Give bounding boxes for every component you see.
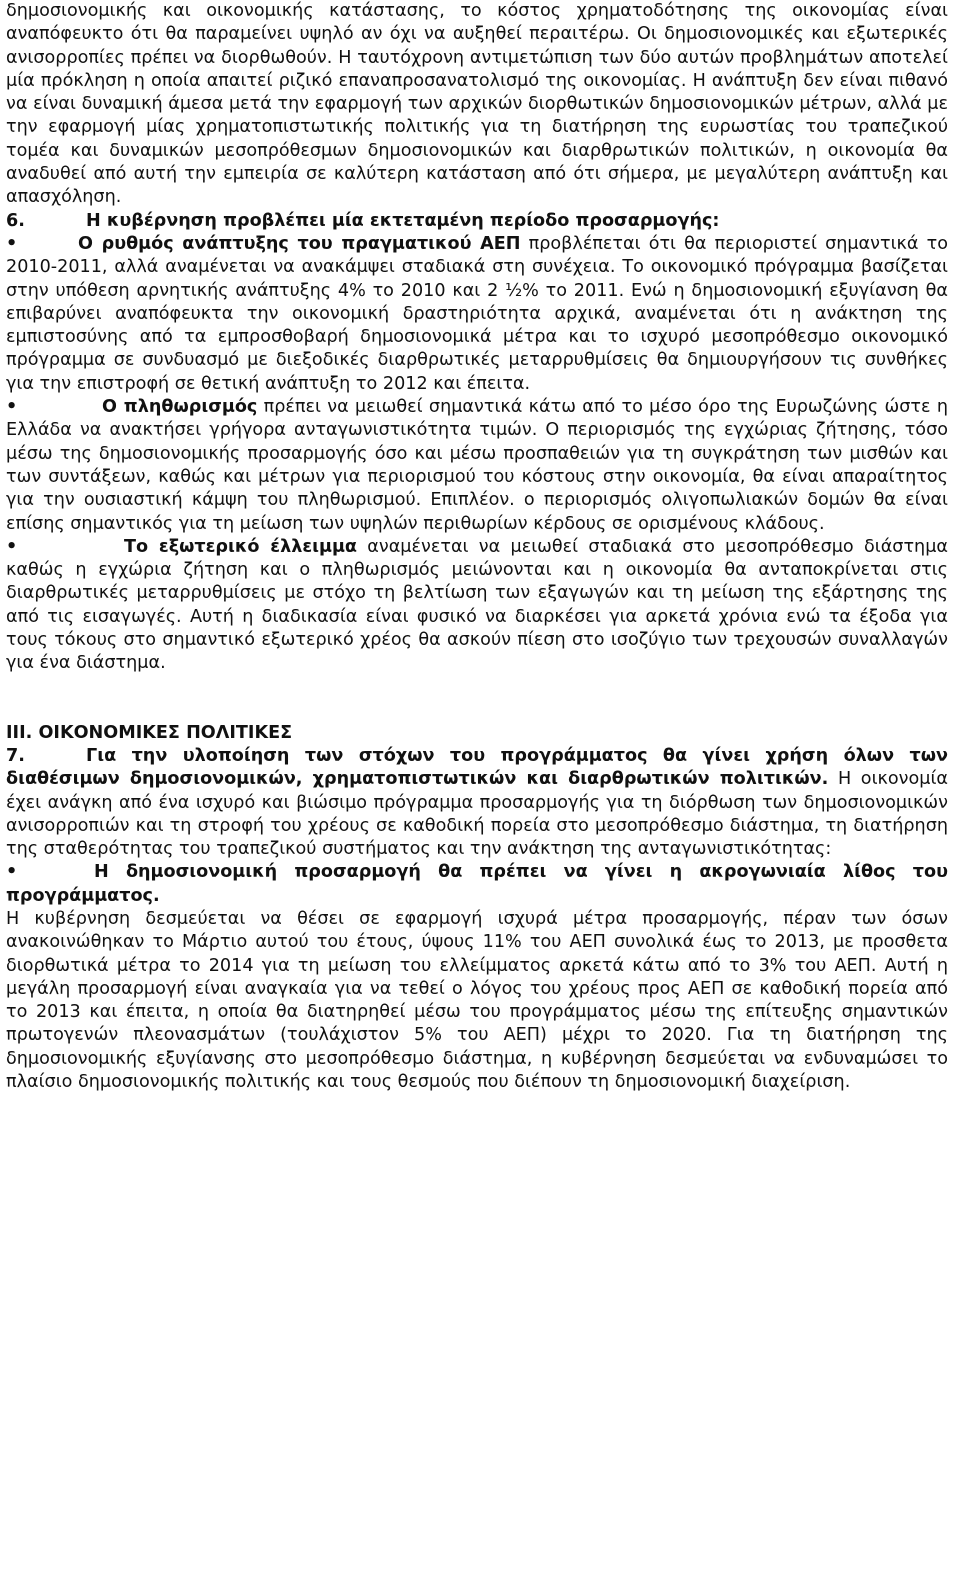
item-6-title: Η κυβέρνηση προβλέπει μία εκτεταμένη περίοδο προσαρμογής: — [86, 210, 720, 231]
item-7-title: Για την υλοποίηση των στόχων του προγράμματος θα γίνει χρήση όλων των διαθέσιμων δημοσιονομικών, χρηματοπιστωτικών και διαρθρωτικών πολιτικών. — [6, 745, 948, 790]
bullet-icon: • — [6, 397, 18, 418]
section-spacer — [6, 676, 948, 722]
bullet-icon: • — [6, 862, 18, 883]
bullet-gdp-text: προβλέπεται ότι θα περιοριστεί σημαντικά το 2010-2011, αλλά αναμένεται να ανακάμψει σταδιακά στη συνέχεια. Το οικονομικό πρόγραμμα βασίζεται στην υπόθεση αρνητικής ανάπτυξης 4% το 2010 και 2 ½% το 2011. Ενώ η δημοσιονομική εξυγίανση θα επιβαρύνει αναπόφευκτα την οικονομική δραστηριότητα αρχικά, αναμένεται ότι η ανάκτηση της εμπιστοσύνης από τα εμπροσθοβαρή δημοσιονομικά μέτρα και το ισχυρό μεσοπρόθεσμο οικονομικό πρόγραμμα σε συνδυασμό με διεξοδικές διαρθρωτικές μεταρρυθμίσεις θα δημιουργήσουν τις συνθήκες για την επιστροφή σε θετική ανάπτυξη το 2012 και έπειτα. — [6, 233, 948, 394]
bullet-deficit — [6, 536, 948, 676]
item-6-heading — [6, 210, 948, 233]
bullet-icon: • — [6, 536, 18, 557]
final-paragraph: Η κυβέρνηση δεσμεύεται να θέσει σε εφαρμογή ισχυρά μέτρα προσαρμογής, πέραν των όσων ανακοινώθηκαν το Μάρτιο αυτού του έτους, ύψους 11% του ΑΕΠ συνολικά έως το 2013, με προσθετα διορθωτικά μέτρα το 2014 για τη μείωση του ελλείμματος αρκετά κάτω από το 3% του ΑΕΠ. Αυτή η μεγάλη προσαρμογή είναι αναγκαία για να τεθεί ο λόγος του χρέους προς ΑΕΠ σε καθοδική πορεία από το 2013 και έπειτα, η οποία θα διατηρηθεί μέσω του προγράμματος μέσω της επίτευξης σημαντικών πρωτογενών πλεονασμάτων (τουλάχιστον 5% του ΑΕΠ) μέχρι το 2020. Για τη διατήρηση της δημοσιονομικής εξυγίανσης στο μεσοπρόθεσμο διάστημα, η κυβέρνηση δεσμεύεται να ενδυναμώσει το πλαίσιο δημοσιονομικής πολιτικής και τους θεσμούς που διέπουν τη δημοσιονομική διαχείριση. — [6, 908, 948, 1093]
item-7-text: Η οικονομία έχει ανάγκη από ένα ισχυρό και βιώσιμο πρόγραμμα προσαρμογής για τη διόρθωση των δημοσιονομικών ανισορροπιών και τη στροφή του χρέους σε καθοδική πορεία στο μεσοπρόθεσμο διάστημα, τη διατήρηση της σταθερότητας του τραπεζικού συστήματος και την ανάκτηση της ανταγωνιστικότητας: — [6, 769, 948, 860]
intro-paragraph: δημοσιονομικής και οικονομικής κατάστασης, το κόστος χρηματοδότησης της οικονομίας είναι αναπόφευκτο ότι θα παραμείνει υψηλό αν όχι να αυξηθεί περαιτέρω. Οι δημοσιονομικές και εξωτερικές ανισορροπίες πρέπει να διορθωθούν. Η ταυτόχρονη αντιμετώπιση των δύο αυτών προβλημάτων αποτελεί μία πρόκληση η οποία απαιτεί ριζικό επαναπροσανατολισμό της οικονομίας. Η ανάπτυξη δεν είναι πιθανό να είναι δυναμική άμεσα μετά την εφαρμογή των αρχικών διορθωτικών δημοσιονομικών μέτρων, αλλά με την εφαρμογή μίας χρηματοπιστωτικής πολιτικής για τη διατήρηση της ευρωστίας του τραπεζικού τομέα και δυναμικών μεσοπρόθεσμων δημοσιονομικών και διαρθρωτικών πολιτικών, η οικονομία θα αναδυθεί από αυτή την εμπειρία σε καλύτερη κατάσταση από ότι σήμερα, με μεγαλύτερη ανάπτυξη και απασχόληση. — [6, 1, 948, 208]
bullet-inflation-title: Ο πληθωρισμός — [102, 397, 258, 418]
bullet-inflation — [6, 396, 948, 536]
bullet-fiscal-title: Η δημοσιονομική προσαρμογή θα πρέπει να γίνει η ακρογωνιαία λίθος του προγράμματος. — [6, 862, 948, 906]
bullet-deficit-text: αναμένεται να μειωθεί σταδιακά στο μεσοπρόθεσμο διάστημα καθώς η εγχώρια ζήτηση και ο πληθωρισμός μειώνονται και η οικονομία θα ανταποκρίνεται στις διαρθρωτικές μεταρρυθμίσεις με στόχο τη βελτίωση των εξαγωγών και τη μείωση της εξάρτησης της από τις εισαγωγές. Αυτή η διαδικασία είναι φυσικό να διαρκέσει για αρκετά χρόνια ενώ τα έξοδα για τους τόκους στο σημαντικό εξωτερικό χρέος θα ασκούν πίεση στο ισοζύγιο των τρεχουσών συναλλαγών για ένα διάστημα. — [6, 536, 948, 674]
document-page — [6, 0, 948, 1094]
bullet-icon: • — [6, 233, 18, 254]
bullet-inflation-text: πρέπει να μειωθεί σημαντικά κάτω από το μέσο όρο της Ευρωζώνης ώστε η Ελλάδα να ανακτήσει γρήγορα ανταγωνιστικότητα τιμών. Ο περιορισμός της εγχώριας ζήτησης, τόσο μέσω της δημοσιονομικής προσαρμογής όσο και μέσω προσπαθειών για τη συγκράτηση των μισθών και των συντάξεων, καθώς και μέτρων για περιορισμού του κόστους στην οικονομία, θα είναι απαραίτητος για την ουσιαστική κάμψη του πληθωρισμού. Επιπλέον. ο περιορισμός ολιγοπωλιακών δομών θα είναι επίσης σημαντικός για τη μείωση των υψηλών περιθωρίων κέρδους σε ορισμένους κλάδους. — [6, 397, 948, 534]
item-7-number: 7. — [6, 745, 25, 766]
bullet-fiscal — [6, 861, 948, 908]
bullet-gdp — [6, 233, 948, 396]
item-6-number: 6. — [6, 210, 25, 231]
item-7-paragraph — [6, 745, 948, 861]
bullet-deficit-title: Το εξωτερικό έλλειμμα — [124, 536, 357, 557]
section-3-heading: III. ΟΙΚΟΝΟΜΙΚΕΣ ΠΟΛΙΤΙΚΕΣ — [6, 722, 293, 743]
bullet-gdp-title: Ο ρυθμός ανάπτυξης του πραγματικού ΑΕΠ — [78, 233, 521, 254]
